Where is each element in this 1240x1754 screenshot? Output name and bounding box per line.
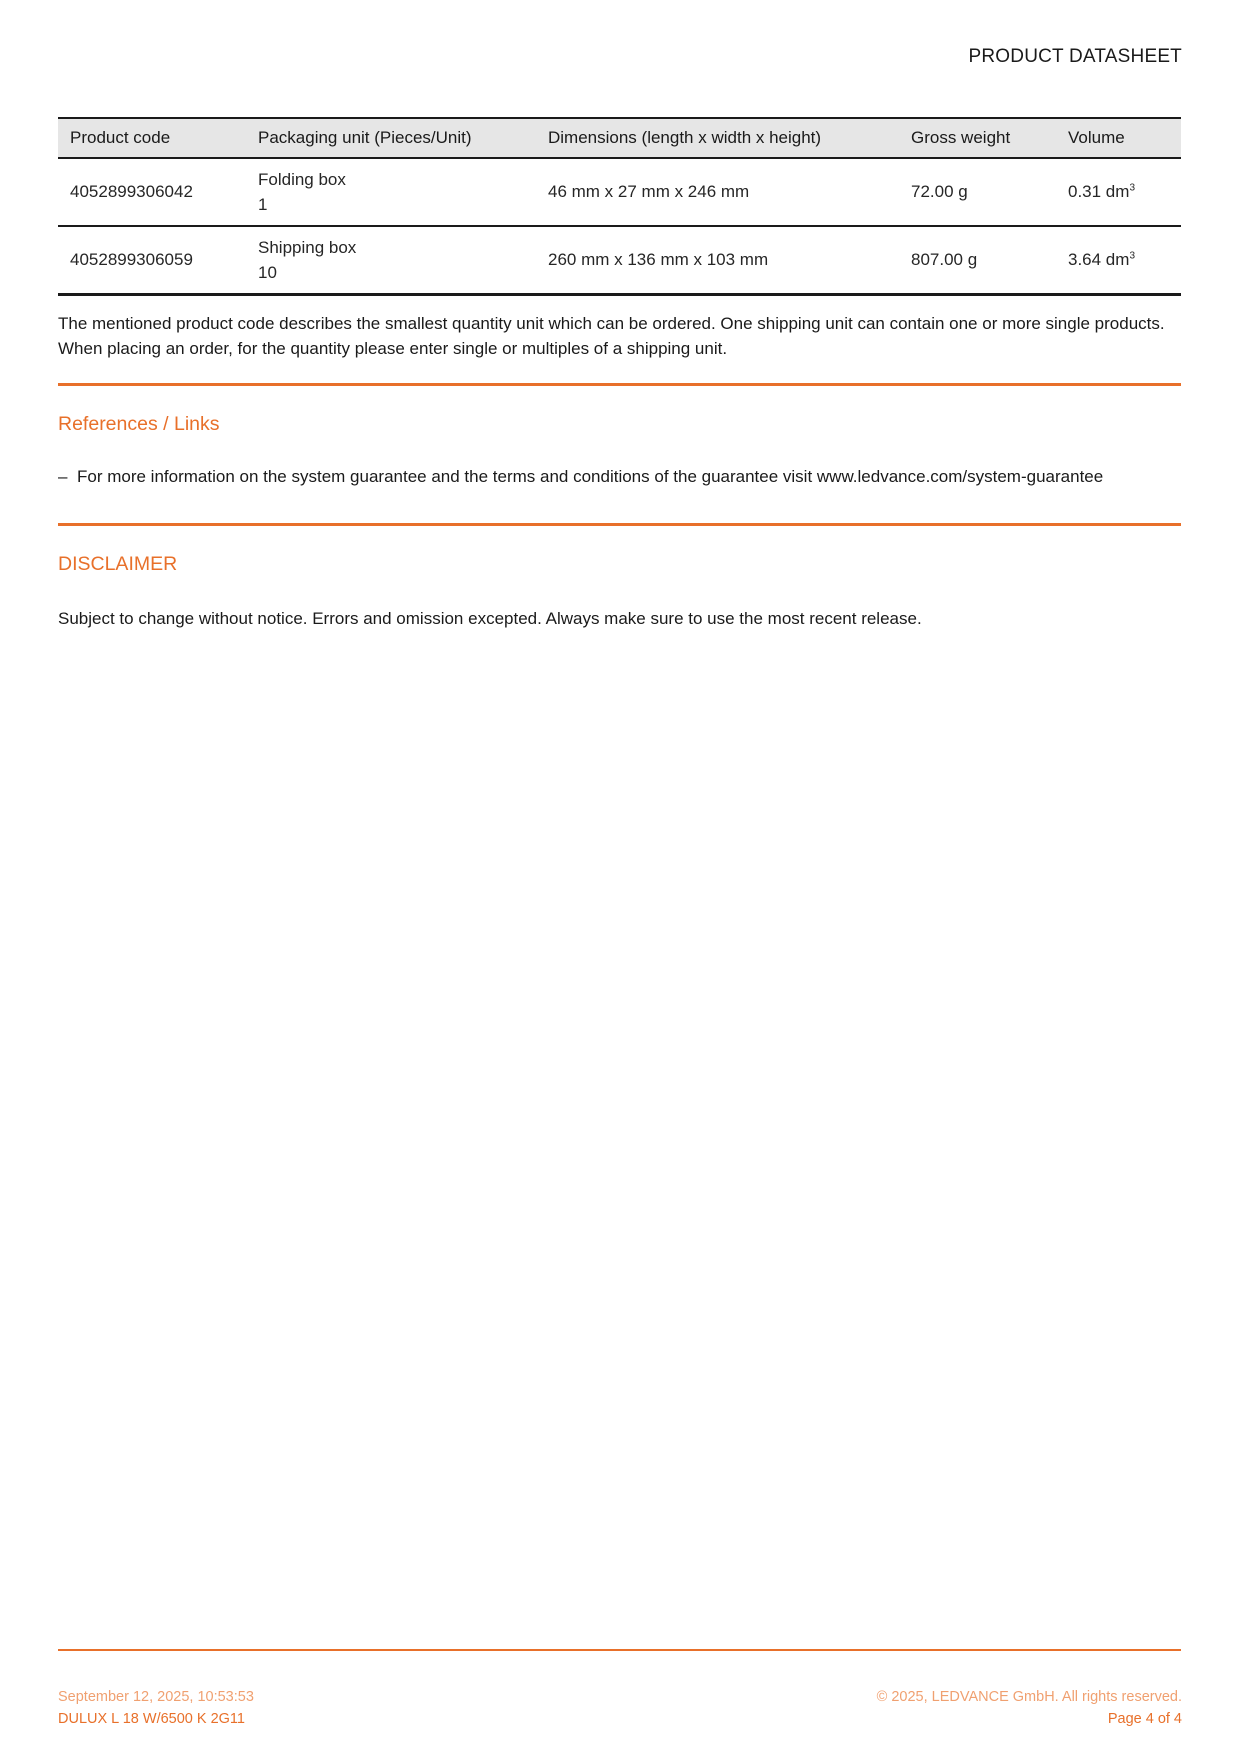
footer-left — [58, 1686, 254, 1730]
product-code-cell: 4052899306042 — [58, 158, 246, 226]
dimensions-cell: 260 mm x 136 mm x 103 mm — [536, 226, 899, 295]
section-divider — [58, 383, 1181, 386]
product-code-cell: 4052899306059 — [58, 226, 246, 295]
footer-right — [877, 1686, 1182, 1730]
table-row — [58, 158, 1181, 226]
packaging-unit-cell — [246, 226, 536, 295]
volume-exponent: 3 — [1129, 182, 1135, 194]
gross-weight-cell: 807.00 g — [899, 226, 1056, 295]
dimensions-cell: 46 mm x 27 mm x 246 mm — [536, 158, 899, 226]
column-header-gross-weight: Gross weight — [899, 118, 1056, 158]
footer-product-name: DULUX L 18 W/6500 K 2G11 — [58, 1711, 245, 1727]
table-header-row — [58, 118, 1181, 158]
page-header-title: PRODUCT DATASHEET — [968, 46, 1182, 67]
section-divider — [58, 523, 1181, 526]
dash-bullet: – — [58, 467, 68, 486]
column-header-packaging-unit: Packaging unit (Pieces/Unit) — [246, 118, 536, 158]
column-header-volume: Volume — [1056, 118, 1181, 158]
footer-copyright: © 2025, LEDVANCE GmbH. All rights reserved. — [876, 1689, 1182, 1705]
table-row — [58, 226, 1181, 295]
volume-cell — [1056, 226, 1181, 295]
volume-exponent: 3 — [1129, 250, 1135, 262]
references-heading: References / Links — [58, 413, 220, 435]
ordering-note-line: When placing an order, for the quantity please enter single or multiples of a shipping unit. — [58, 339, 728, 358]
unit-pieces: 10 — [258, 263, 277, 282]
packaging-table — [58, 117, 1181, 296]
column-header-product-code: Product code — [58, 118, 246, 158]
volume-value: 0.31 dm — [1068, 182, 1130, 201]
ordering-note-line: The mentioned product code describes the smallest quantity unit which can be ordered. One shipping unit can contain one or more single products. — [58, 314, 1165, 333]
unit-type: Folding box — [258, 170, 346, 189]
volume-cell — [1056, 158, 1181, 226]
footer-divider — [58, 1649, 1181, 1651]
footer-date: September 12, 2025, 10:53:53 — [58, 1689, 254, 1705]
packaging-unit-cell — [246, 158, 536, 226]
disclaimer-text: Subject to change without notice. Errors and omission excepted. Always make sure to use the most recent release. — [58, 609, 922, 628]
gross-weight-cell: 72.00 g — [899, 158, 1056, 226]
references-list-item — [58, 467, 1103, 487]
footer-page-number: Page 4 of 4 — [1107, 1711, 1182, 1727]
ordering-note — [58, 311, 1183, 361]
column-header-dimensions: Dimensions (length x width x height) — [536, 118, 899, 158]
unit-pieces: 1 — [258, 195, 268, 214]
volume-value: 3.64 dm — [1068, 250, 1130, 269]
unit-type: Shipping box — [258, 238, 357, 257]
references-item-text: For more information on the system guarantee and the terms and conditions of the guarantee visit www.ledvance.com/system-guarantee — [77, 467, 1104, 486]
disclaimer-heading: DISCLAIMER — [58, 553, 178, 575]
